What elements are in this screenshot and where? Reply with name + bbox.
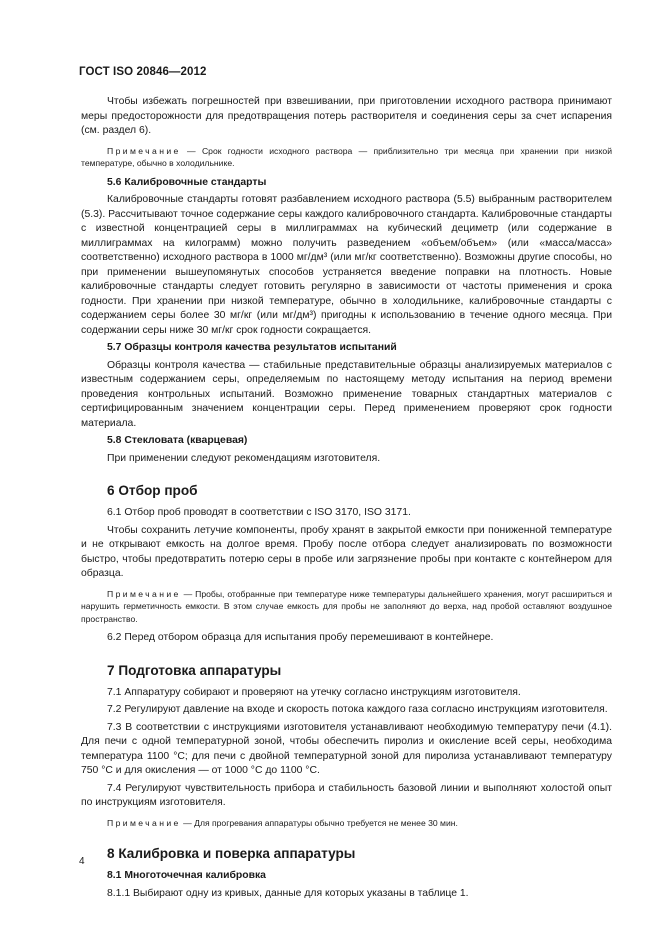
note-text: — Пробы, отобранные при температуре ниже температуры дальнейшего хранения, могут расшириться и нарушить герметичность емкости. В этом случае емкость для пробы не заполняют до верха, над пробой оставляют воздушное пространство. [81,588,612,624]
note-warmup [81,817,612,830]
paragraph-7-4: 7.4 Регулируют чувствительность прибора и стабильность базовой линии и выполняют холостой опыт по инструкциям изготовителя. [81,782,612,808]
note-stock-solution [81,145,612,170]
document-header: ГОСТ ISO 20846—2012 [79,66,207,78]
paragraph-7-1: 7.1 Аппаратуру собирают и проверяют на утечку согласно инструкциям изготовителя. [107,686,521,698]
paragraph-8-1-1: 8.1.1 Выбирают одну из кривых, данные для которых указаны в таблице 1. [107,887,469,899]
subsection-title-5-6: 5.6 Калибровочные стандарты [107,176,267,188]
paragraph-sample-storage: Чтобы сохранить летучие компоненты, пробу хранят в закрытой емкости при пониженной температуре и не открывают емкость на долгое время. Пробу после отбора следует анализировать по возможности быстро, чтобы предотвратить потерю серы в пробе или загрязнение пробы при контакте с контейнером для образца. [81,524,612,579]
paragraph-7-3: 7.3 В соответствии с инструкциями изготовителя устанавливают необходимую температуру печи (4.1). Для печи с одной температурной зоной, чтобы обеспечить пиролиз и окисление всей серы, необходима температура 1100 °C; для печи с двойной температурной зоной для пиролиза устанавливают температуру 750 °C и для окисления — от 1000 °C до 1100 °C. [81,721,612,776]
page-number: 4 [79,856,85,867]
section-title-8: 8 Калибровка и поверка аппаратуры [107,846,356,861]
note-label: Примечание [107,817,181,828]
section-title-6: 6 Отбор проб [107,483,198,498]
subsection-title-5-7: 5.7 Образцы контроля качества результатов испытаний [107,342,397,353]
note-label: Примечание [107,145,181,156]
note-text: — Для прогревания аппаратуры обычно требуется не менее 30 мин. [180,817,458,828]
paragraph-6-2: 6.2 Перед отбором образца для испытания пробу перемешивают в контейнере. [107,632,494,643]
note-text: — Срок годности исходного раствора — приблизительно три месяца при хранении при низкой температуре, обычно в холодильнике. [81,145,612,168]
paragraph-7-2: 7.2 Регулируют давление на входе и скорость потока каждого газа согласно инструкциям изготовителя. [107,704,608,715]
subsection-title-8-1: 8.1 Многоточечная калибровка [107,870,266,881]
section-title-7: 7 Подготовка аппаратуры [107,662,282,678]
paragraph-calibration-standards: Калибровочные стандарты готовят разбавлением исходного раствора (5.5) выбранным растворителем (5.3). Рассчитывают точное содержание серы каждого калибровочного стандарта. Калибровочные стандарты с известной концентрацией серы в миллиграммах на кубический дециметр (или содержание в миллиграммах на килограмм) можно получить разведением «объем/объем» (или «масса/масса» соответственно) исходного раствора в 1000 мг/дм³ (или мг/кг соответственно). Возможны другие способы, но при применении вышеупомянутых способов устраняется введение поправки на плотность. Новые калибровочные стандарты следует готовить регулярно в зависимости от частоты применения и срока годности. При хранении при низкой температуре, обычно в холодильнике, калибровочные стандарты с содержанием серы более 30 мг/кг (или мг/дм³) пригодны к использованию в течение одного месяца. При содержании серы ниже 30 мг/кг срок годности сокращается. [81,194,612,336]
document-body [81,95,612,901]
note-sample-expansion [81,588,612,626]
note-label: Примечание [107,588,181,599]
paragraph-6-1: 6.1 Отбор проб проводят в соответствии с ISO 3170, ISO 3171. [107,507,411,518]
paragraph-quality-control: Образцы контроля качества — стабильные представительные образцы анализируемых материалов с известным содержанием серы, определяемым по настоящему методу испытания на период времени проведения контрольных испытаний. Возможно применение товарных стандартных материалов с сертифицированным значением концентрации серы. Перед применением проверяют срок годности материала. [81,359,612,429]
subsection-title-5-8: 5.8 Стекловата (кварцевая) [107,435,248,446]
paragraph-weighing: Чтобы избежать погрешностей при взвешивании, при приготовлении исходного раствора принимают меры предосторожности для предотвращения потерь растворителя и соединения серы за счет испарения (см. раздел 6). [81,96,612,136]
paragraph-glass-wool: При применении следуют рекомендациям изготовителя. [107,452,381,464]
